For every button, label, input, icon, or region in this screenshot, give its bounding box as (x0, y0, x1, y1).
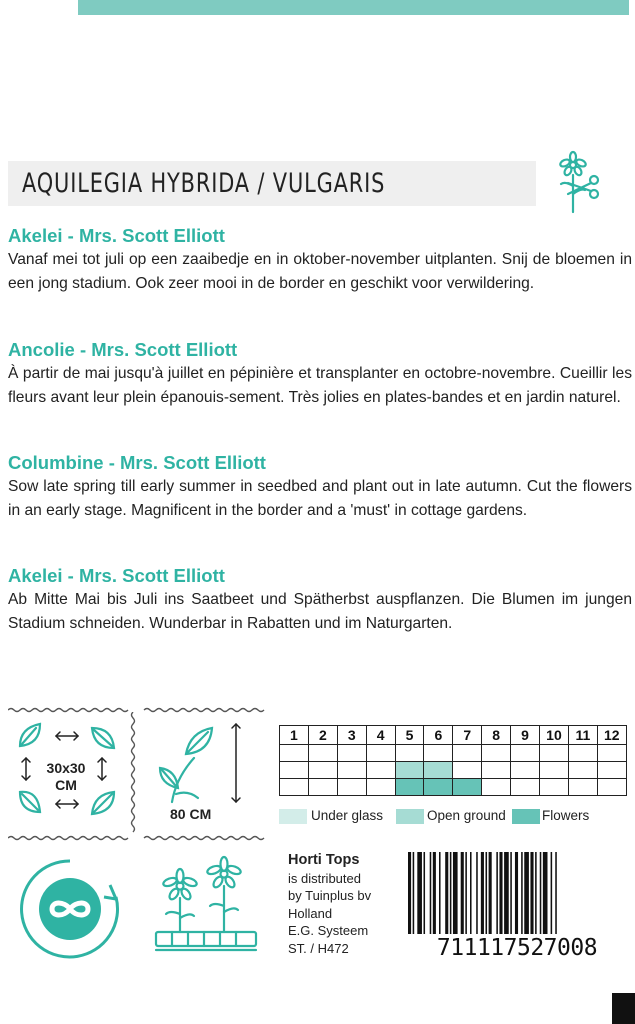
leaf-icon (20, 724, 40, 746)
calendar-cell (424, 779, 453, 796)
calendar-legend (279, 808, 629, 828)
calendar-cell (280, 745, 309, 762)
wavy-divider (8, 834, 268, 842)
calendar-cell (568, 779, 597, 796)
spacing-unit: CM (55, 777, 77, 793)
barcode-bar (461, 852, 464, 934)
distributor-line: ST. / H472 (288, 940, 349, 956)
barcode-bar (530, 852, 533, 934)
calendar-cell (568, 762, 597, 779)
calendar-cell (424, 745, 453, 762)
barcode-bar (424, 852, 426, 934)
section-text: Ab Mitte Mai bis Juli ins Saatbeet und Spätherbst auspflanzen. Die Blumen im jungen Stadium schneiden. Wunderbar in Rabatten und im Naturgarten. (8, 591, 632, 632)
calendar-cell (337, 779, 366, 796)
calendar-cell (424, 762, 453, 779)
barcode-bar (413, 852, 415, 934)
barcode-bar (524, 852, 529, 934)
barcode-bar (499, 852, 502, 934)
calendar-cell (308, 745, 337, 762)
distributor-info (288, 852, 398, 957)
leaf-icon (92, 728, 114, 748)
calendar-cell (395, 779, 424, 796)
calendar-cell (308, 779, 337, 796)
barcode-bar (465, 852, 467, 934)
calendar-month: 5 (395, 726, 424, 745)
flower-scissors-icon (556, 150, 602, 216)
calendar-cell (511, 745, 540, 762)
calendar-cell (308, 762, 337, 779)
barcode-bar (521, 852, 523, 934)
calendar-cell (540, 762, 569, 779)
barcode-bar (430, 852, 432, 934)
barcode-bar (470, 852, 472, 934)
barcode (406, 852, 628, 958)
barcode-bar (408, 852, 411, 934)
calendar-month: 1 (280, 726, 309, 745)
calendar-cell (540, 779, 569, 796)
calendar-cell (568, 745, 597, 762)
under-glass-swatch (279, 809, 307, 824)
spacing-value: 30x30 (46, 760, 86, 776)
section-heading: Akelei - Mrs. Scott Elliott (8, 565, 225, 586)
barcode-number: 711117527008 (436, 935, 598, 958)
calendar-cell (540, 745, 569, 762)
calendar-cell (453, 745, 482, 762)
calendar-month: 11 (568, 726, 597, 745)
sowing-calendar (279, 725, 627, 796)
calendar-cell (453, 762, 482, 779)
flowers-label: Flowers (542, 808, 590, 823)
height-label: 80 CM (170, 806, 212, 822)
spacing-label (38, 760, 94, 794)
section-english (8, 451, 632, 522)
under-glass-label: Under glass (311, 808, 384, 823)
leaf-icon (20, 792, 40, 812)
calendar-cell (482, 762, 511, 779)
brand-name: Horti Tops (288, 852, 360, 868)
section-heading: Akelei - Mrs. Scott Elliott (8, 225, 225, 246)
barcode-bar (515, 852, 518, 934)
calendar-cell (395, 762, 424, 779)
calendar-row-flowers (280, 779, 627, 796)
barcode-bar (417, 852, 422, 934)
calendar-cell (366, 762, 395, 779)
calendar-cell (511, 762, 540, 779)
wavy-divider-vertical (128, 712, 138, 834)
barcode-bar (445, 852, 448, 934)
section-heading: Columbine - Mrs. Scott Elliott (8, 452, 266, 473)
section-french (8, 338, 632, 409)
calendar-row-open-ground (280, 762, 627, 779)
section-text: À partir de mai jusqu'à juillet en pépinière et transplanter en octobre-novembre. Cueillir les fleurs avant leur plein épanouis-sement. Très jolies en plates-bandes et en jardin naturel. (8, 365, 632, 406)
corner-mark (612, 993, 635, 1024)
barcode-bar (555, 852, 557, 934)
barcode-bar (540, 852, 542, 934)
calendar-cell (511, 779, 540, 796)
open-ground-swatch (396, 809, 424, 824)
barcode-bar (489, 852, 492, 934)
calendar-month: 9 (511, 726, 540, 745)
section-german (8, 564, 632, 635)
calendar-cell (280, 762, 309, 779)
section-text: Sow late spring till early summer in seedbed and plant out in late autumn. Cut the flowers in an early stage. Magnificent in the border and a 'must' in cottage gardens. (8, 478, 632, 519)
calendar-cell (453, 779, 482, 796)
section-heading: Ancolie - Mrs. Scott Elliott (8, 339, 238, 360)
distributor-line: by Tuinplus bv (288, 888, 372, 903)
barcode-bar (551, 852, 553, 934)
calendar-month: 2 (308, 726, 337, 745)
calendar-cell (366, 745, 395, 762)
barcode-bar (450, 852, 452, 934)
calendar-row-under-glass (280, 745, 627, 762)
calendar-cell (482, 779, 511, 796)
calendar-month: 6 (424, 726, 453, 745)
calendar-month: 7 (453, 726, 482, 745)
flowers-swatch (512, 809, 540, 824)
calendar-month: 12 (597, 726, 626, 745)
calendar-cell (366, 779, 395, 796)
calendar-month: 10 (540, 726, 569, 745)
perennial-infinity-icon (18, 857, 122, 961)
open-ground-label: Open ground (427, 808, 506, 823)
calendar-cell (597, 745, 626, 762)
leaf-icon (92, 792, 114, 814)
barcode-bar (433, 852, 436, 934)
calendar-cell (482, 745, 511, 762)
calendar-cell (337, 762, 366, 779)
section-dutch (8, 224, 632, 295)
species-title: AQUILEGIA HYBRIDA / VULGARIS (22, 168, 386, 199)
calendar-cell (395, 745, 424, 762)
wavy-divider (8, 706, 268, 714)
calendar-cell (337, 745, 366, 762)
calendar-cell (597, 762, 626, 779)
section-text: Vanaf mei tot juli op een zaaibedje en in oktober-november uitplanten. Snij de bloemen in een jong stadium. Ook zeer mooi in de border en geschikt voor verwildering. (8, 251, 632, 292)
barcode-bar (510, 852, 512, 934)
barcode-bar (496, 852, 498, 934)
calendar-month: 4 (366, 726, 395, 745)
calendar-cell (280, 779, 309, 796)
barcode-bar (543, 852, 548, 934)
seedling-tray-icon (152, 852, 262, 960)
barcode-bar (476, 852, 478, 934)
barcode-bar (439, 852, 441, 934)
barcode-bar (504, 852, 509, 934)
barcode-bar (535, 852, 537, 934)
barcode-bar (481, 852, 484, 934)
barcode-bar (486, 852, 488, 934)
distributor-line: Holland (288, 905, 333, 921)
calendar-month: 8 (482, 726, 511, 745)
distributor-line: E.G. Systeem (288, 923, 369, 938)
calendar-month: 3 (337, 726, 366, 745)
calendar-cell (597, 779, 626, 796)
top-color-bar (78, 0, 629, 15)
barcode-bar (453, 852, 458, 934)
distributor-line: is distributed (288, 870, 361, 886)
